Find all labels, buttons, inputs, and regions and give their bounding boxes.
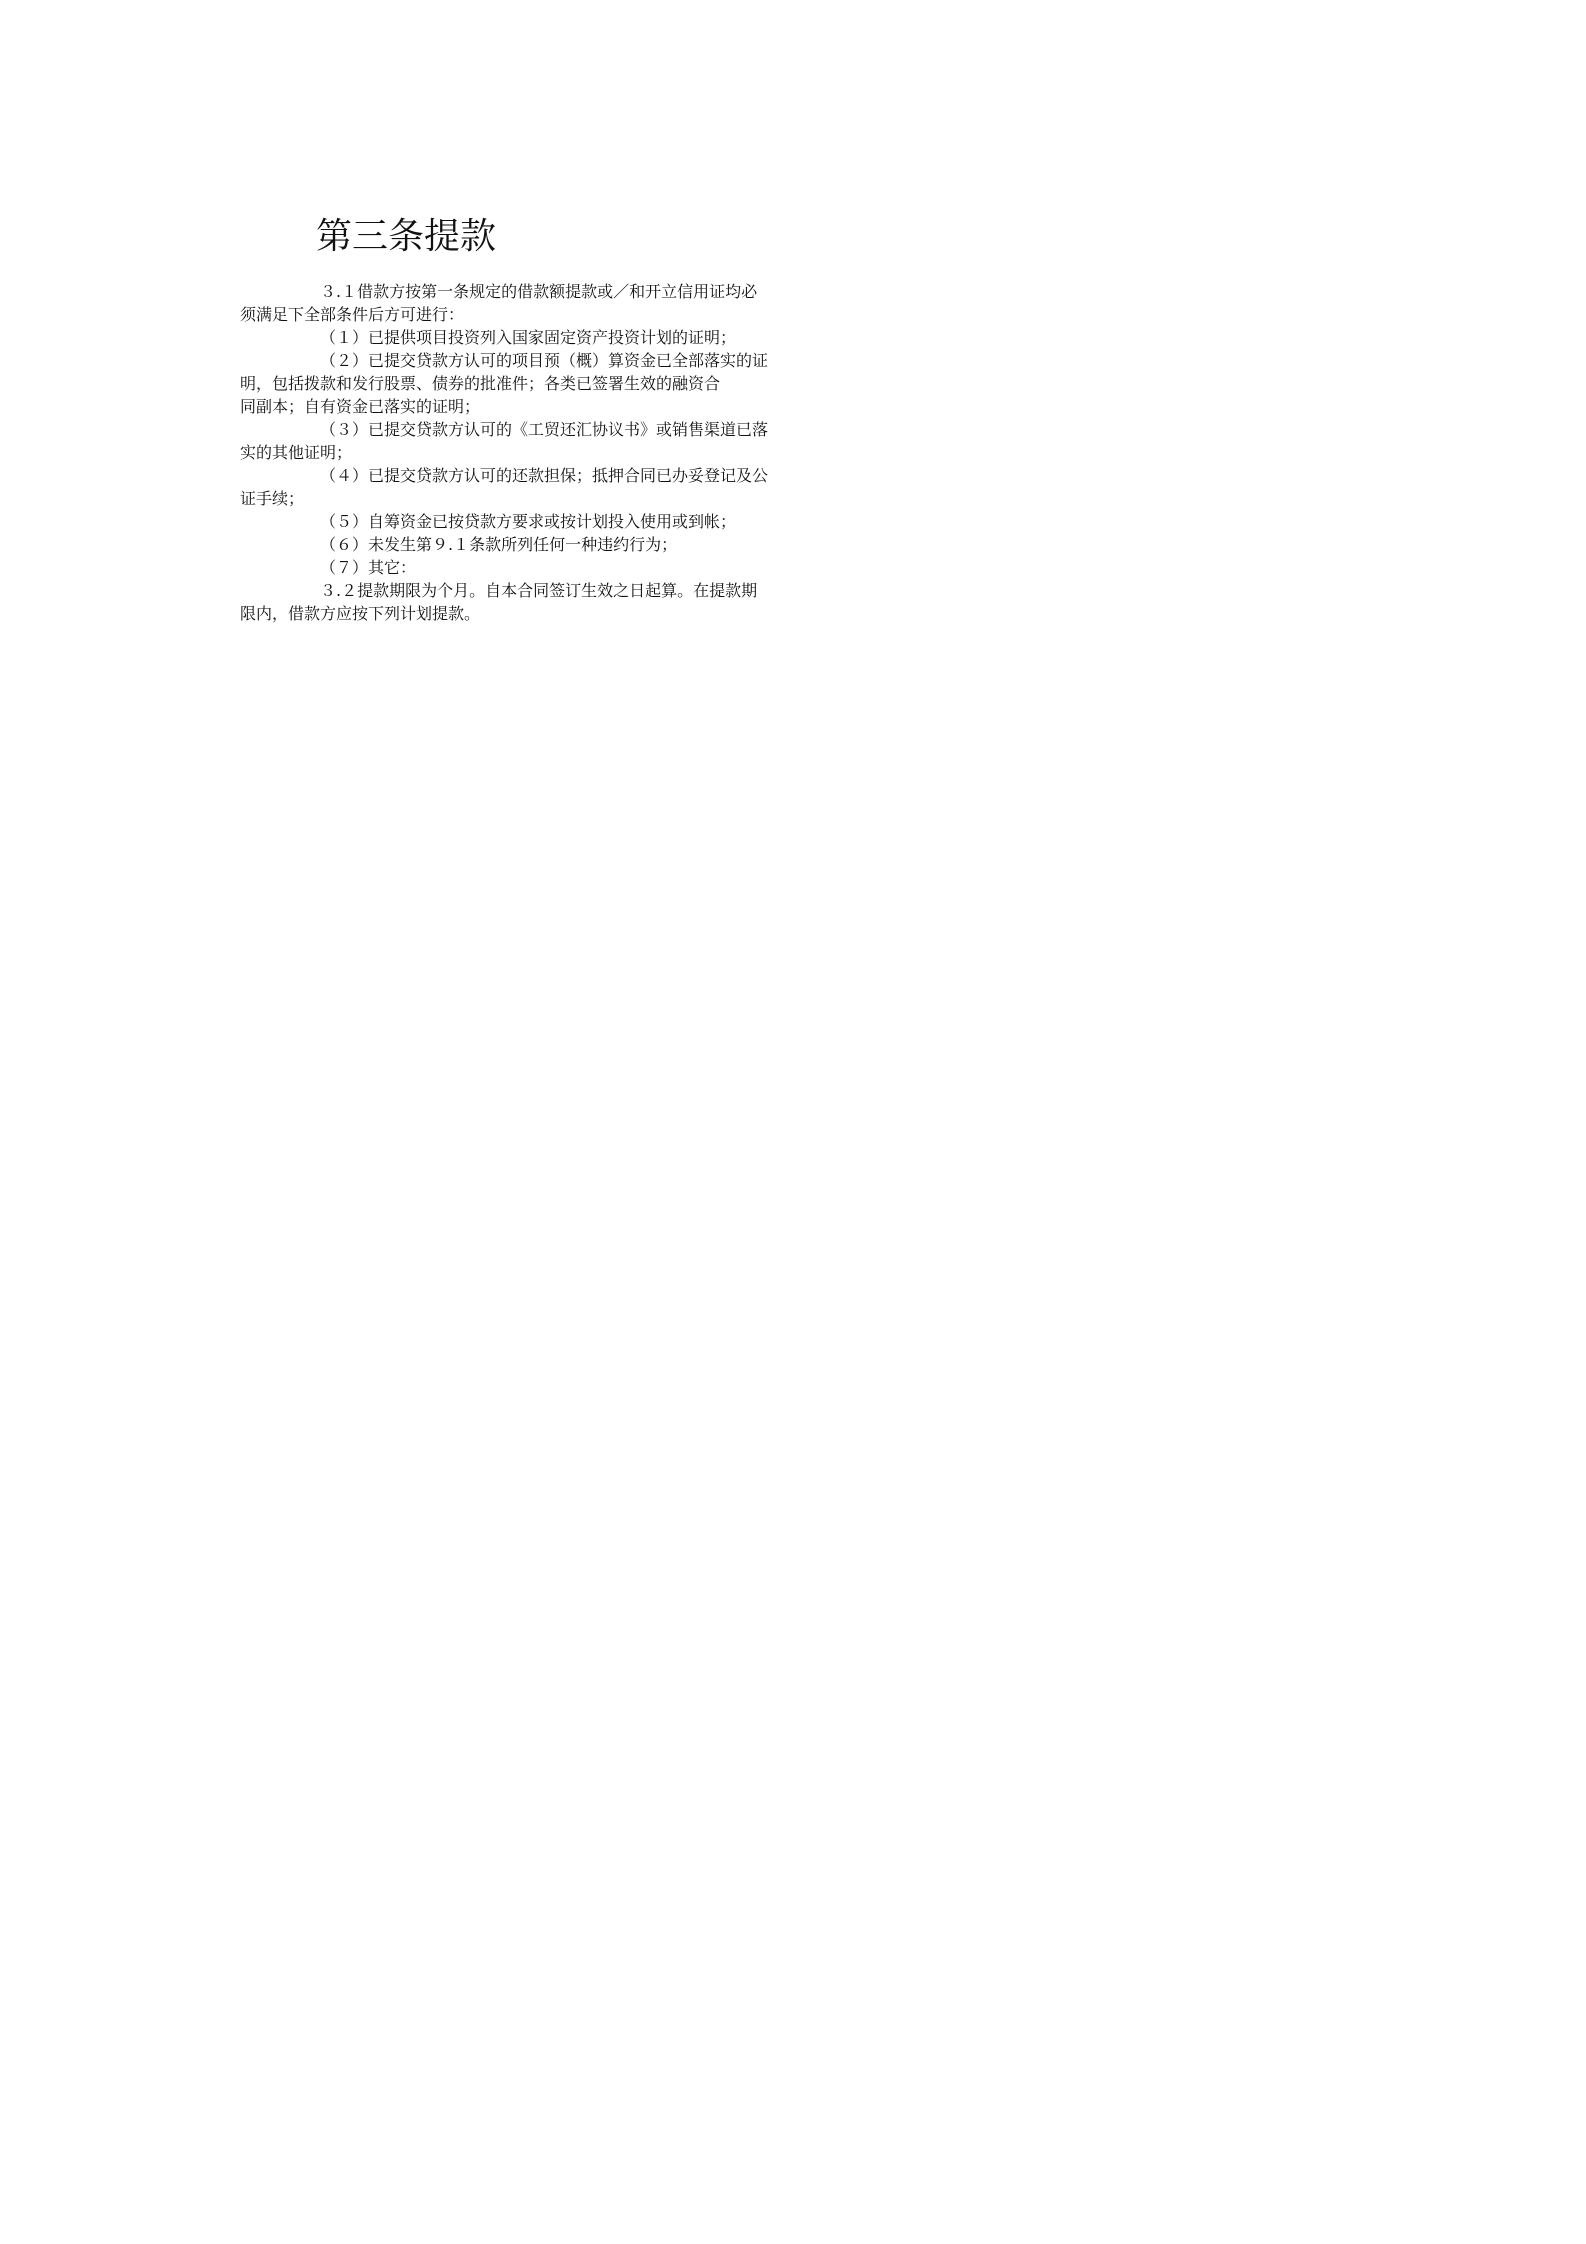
condition-2-line-1: （２）已提交贷款方认可的项目预（概）算资金已全部落实的证 <box>320 351 769 370</box>
clause-3-2-line-2: 限内，借款方应按下列计划提款。 <box>240 604 481 623</box>
condition-3-line-1: （３）已提交贷款方认可的《工贸还汇协议书》或销售渠道已落 <box>320 420 769 439</box>
condition-5-line-1: （５）自筹资金已按贷款方要求或按计划投入使用或到帐； <box>320 512 737 531</box>
condition-2-line-2: 明，包括拨款和发行股票、债券的批准件；各类已签署生效的融资合 <box>240 374 721 393</box>
condition-4-line-2: 证手续； <box>240 489 305 508</box>
condition-3-line-2: 实的其他证明； <box>240 443 353 462</box>
article-heading: 第三条提款 <box>316 216 497 257</box>
condition-1-line-1: （１）已提供项目投资列入国家固定资产投资计划的证明； <box>320 328 737 347</box>
clause-3-2-line-1: ３.２提款期限为个月。自本合同签订生效之日起算。在提款期 <box>320 581 758 600</box>
condition-2 <box>240 348 1360 417</box>
condition-7-line-1: （７）其它： <box>320 558 417 577</box>
condition-3 <box>240 417 1360 463</box>
clause-3-2 <box>240 578 1360 624</box>
condition-5 <box>240 509 1360 532</box>
clause-3-1-line-1: ３.１借款方按第一条规定的借款额提款或／和开立信用证均必 <box>320 282 758 301</box>
document-body <box>240 195 1360 624</box>
condition-2-line-3: 同副本；自有资金已落实的证明； <box>240 397 481 416</box>
clause-3-1-line-2: 须满足下全部条件后方可进行： <box>240 305 465 324</box>
condition-7 <box>240 555 1360 578</box>
condition-4-line-1: （４）已提交贷款方认可的还款担保；抵押合同已办妥登记及公 <box>320 466 769 485</box>
condition-1 <box>240 325 1360 348</box>
clause-3-1 <box>240 279 1360 325</box>
condition-4 <box>240 463 1360 509</box>
condition-6 <box>240 532 1360 555</box>
condition-6-line-1: （６）未发生第９.１条款所列任何一种违约行为； <box>320 535 678 554</box>
